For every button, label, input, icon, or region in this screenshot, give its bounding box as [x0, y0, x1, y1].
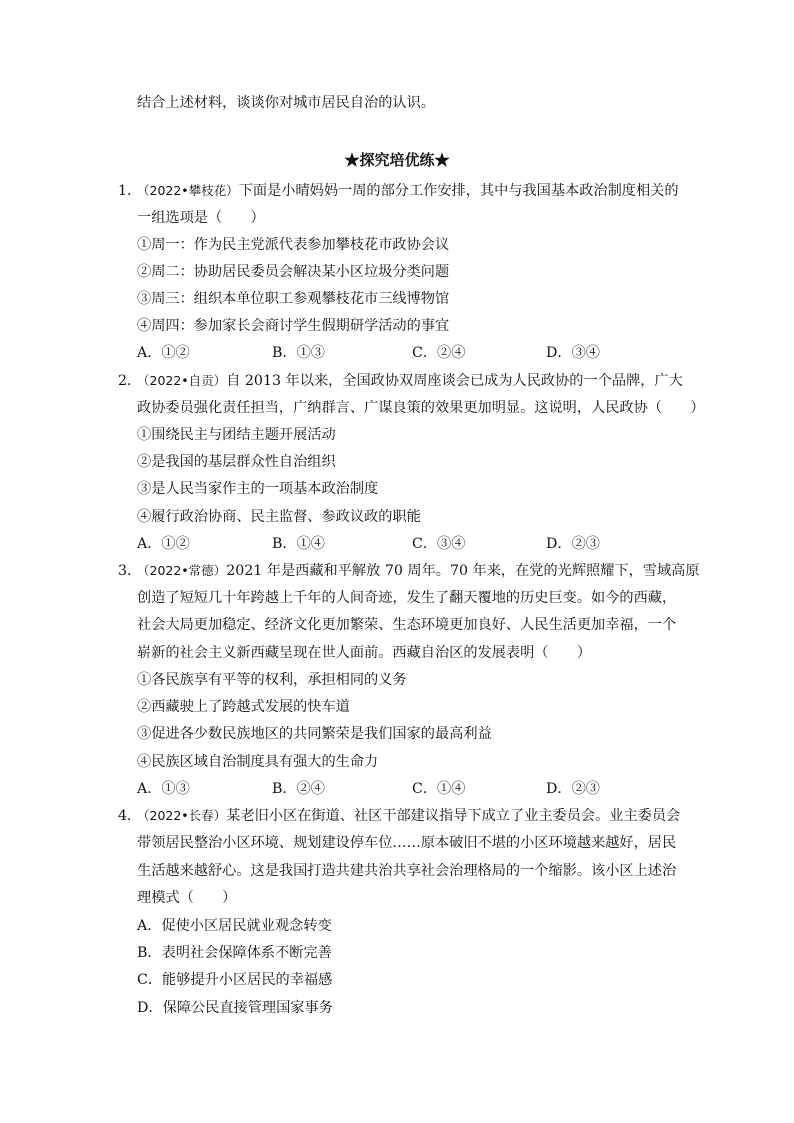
statement-item: ①围绕民主与团结主题开展活动: [137, 427, 336, 443]
statement-item: ②西藏驶上了跨越式发展的快车道: [137, 699, 350, 715]
statement-item: ④民族区域自治制度具有强大的生命力: [137, 754, 379, 770]
statement-item: ①周一：作为民主党派代表参加攀枝花市政协会议: [137, 237, 450, 253]
statement-item: ③周三：组织本单位职工参观攀枝花市三线博物馆: [137, 291, 450, 307]
question-number: 1．: [118, 183, 142, 199]
answer-option-c[interactable]: C．②④: [412, 345, 466, 361]
answer-option-c[interactable]: C．①④: [412, 781, 466, 797]
answer-option-d[interactable]: D．③④: [546, 345, 600, 361]
answer-option-a[interactable]: A．①②: [137, 345, 190, 361]
question-source: （2022•攀枝花）: [137, 183, 239, 198]
question-number: 2．: [118, 373, 142, 389]
question-source: （2022•自贡）: [137, 373, 227, 388]
answer-option-a[interactable]: A．①③: [137, 781, 190, 797]
answer-option-a[interactable]: A．①②: [137, 536, 190, 552]
statement-item: ④周四：参加家长会商讨学生假期研学活动的事宜: [137, 318, 450, 334]
answer-option-a[interactable]: A．促使小区居民就业观念转变: [137, 918, 332, 934]
question-stem-line: 社会大局更加稳定、经济文化更加繁荣、生态环境更加良好、人民生活更加幸福，一个: [137, 617, 677, 633]
question-source: （2022•常德）: [137, 563, 227, 578]
question-source: （2022•长春）: [137, 808, 227, 823]
question-stem-line: 带领居民整治小区环境、规划建设停车位……原本破旧不堪的小区环境越来越好，居民: [137, 835, 677, 851]
statement-item: ②周二：协助居民委员会解决某小区垃圾分类问题: [137, 264, 450, 280]
intro-text: 结合上述材料，谈谈你对城市居民自治的认识。: [137, 95, 435, 111]
question-stem-line: （2022•自贡）自 2013 年以来，全国政协双周座谈会已成为人民政协的一个品牌，广大: [137, 373, 683, 389]
answer-option-c[interactable]: C．能够提升小区居民的幸福感: [137, 972, 333, 988]
question-number: 3．: [118, 563, 142, 579]
statement-item: ④履行政治协商、民主监督、参政议政的职能: [137, 509, 421, 525]
answer-option-b[interactable]: B．表明社会保障体系不断完善: [137, 945, 332, 961]
question-stem-line: 一组选项是（ ）: [137, 210, 265, 226]
statement-item: ①各民族享有平等的权利，承担相同的义务: [137, 672, 407, 688]
question-stem-line: （2022•攀枝花）下面是小晴妈妈一周的部分工作安排，其中与我国基本政治制度相关的: [137, 183, 679, 199]
statement-item: ②是我国的基层群众性自治组织: [137, 454, 336, 470]
question-stem-line: （2022•长春）某老旧小区在街道、社区干部建议指导下成立了业主委员会。业主委员会: [137, 808, 681, 824]
section-title: ★探究培优练★: [344, 151, 450, 169]
answer-option-b[interactable]: B．②④: [272, 781, 325, 797]
answer-option-d[interactable]: D．保障公民直接管理国家事务: [137, 1000, 333, 1016]
question-stem-line: 理模式（ ）: [137, 890, 237, 906]
answer-option-b[interactable]: B．①④: [272, 536, 325, 552]
answer-option-b[interactable]: B．①③: [272, 345, 325, 361]
question-stem-line: 政协委员强化责任担当，广纳群言、广谋良策的效果更加明显。这说明，人民政协（ ）: [137, 400, 705, 416]
question-stem-line: 崭新的社会主义新西藏呈现在世人面前。西藏自治区的发展表明（ ）: [137, 645, 592, 661]
answer-option-d[interactable]: D．②③: [546, 536, 600, 552]
answer-option-c[interactable]: C．③④: [412, 536, 466, 552]
answer-option-d[interactable]: D．②③: [546, 781, 600, 797]
question-stem-line: 生活越来越舒心。这是我国打造共建共治共享社会治理格局的一个缩影。该小区上述治: [137, 863, 677, 879]
statement-item: ③是人民当家作主的一项基本政治制度: [137, 481, 379, 497]
statement-item: ③促进各少数民族地区的共同繁荣是我们国家的最高利益: [137, 726, 492, 742]
question-stem-line: 创造了短短几十年跨越上千年的人间奇迹，发生了翻天覆地的历史巨变。如今的西藏，: [137, 590, 677, 606]
question-stem-line: （2022•常德）2021 年是西藏和平解放 70 周年。70 年来，在党的光辉照耀下，雪域高原: [137, 563, 700, 579]
question-number: 4．: [118, 808, 142, 824]
